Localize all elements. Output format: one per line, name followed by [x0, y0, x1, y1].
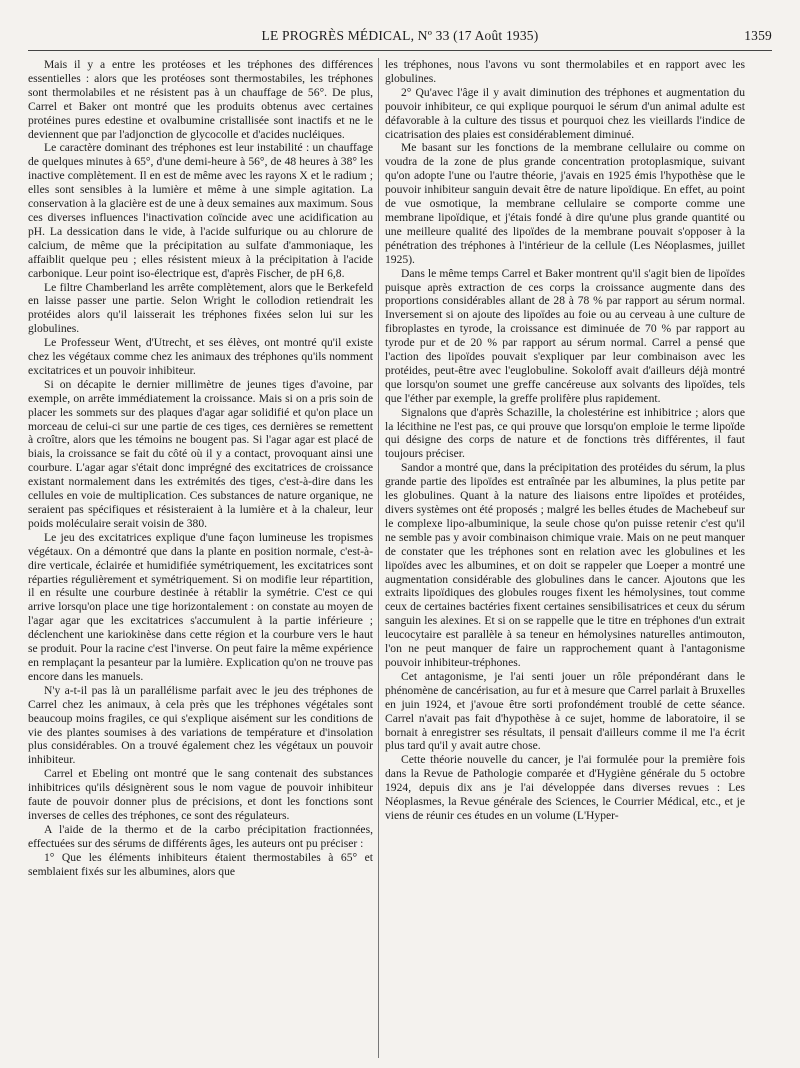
journal-title: LE PROGRÈS MÉDICAL, Nº 33 (17 Août 1935)	[261, 28, 539, 43]
paragraph: N'y a-t-il pas là un parallélisme parfait avec le jeu des tréphones de Carrel chez les animaux, à cela près que les tréphones végétales sont beaucoup moins fragiles, ce qui s'explique aisément sur les conditions de vie des plantes soumises à des variations de température et d'insolation plus considérables. On a trouvé également chez les végétaux un pouvoir inhibiteur.	[28, 683, 373, 767]
header-rule	[28, 50, 772, 51]
page-number: 1359	[744, 28, 772, 43]
paragraph: Carrel et Ebeling ont montré que le sang contenait des substances inhibitrices qu'ils désignèrent sous le nom vague de pouvoir inhibiteur faute de pouvoir donner plus de précisions, et dont les fonctions sont inverses de celles des tréphones, ce sont des régulateurs.	[28, 767, 373, 822]
paragraph: 1° Que les éléments inhibiteurs étaient thermostabiles à 65° et semblaient fixés sur les albumines, alors que	[28, 850, 373, 878]
paragraph: Cette théorie nouvelle du cancer, je l'ai formulée pour la première fois dans la Revue de Pathologie comparée et d'Hygiène générale du 5 octobre 1924, depuis dix ans je l'ai développée dans diverses revues : Les Néoplasmes, la Revue générale des Sciences, le Courrier Médical, etc., et je viens de réunir ces études en un volume (L'Hyper-	[385, 753, 745, 822]
paragraph: Le Professeur Went, d'Utrecht, et ses élèves, ont montré qu'il existe chez les végétaux comme chez les animaux des tréphones qu'ils nomment excitatrices et un pouvoir inhibiteur.	[28, 336, 373, 377]
paragraph: Le caractère dominant des tréphones est leur instabilité : un chauffage de quelques minutes à 65°, d'une demi-heure à 56°, de 48 heures à 38° les inactive complètement. Il en est de même avec les rayons X et le radium ; elles sont sensibles à la lumière et même à une simple agitation. La conservation à la glacière est de une à deux semaines aux maximum. Sous ces diverses influences l'inactivation coïncide avec une acidification au pH. La dessication dans le vide, à l'acide sulfurique ou au chlorure de calcium, de même que la précipitation au sulfate d'ammoniaque, les affaiblit quelque peu ; elles résistent mieux à la précipitation à l'acide carbonique. Leur point iso-électrique est, d'après Fischer, de pH 6,8.	[28, 141, 373, 280]
paragraph: Mais il y a entre les protéoses et les tréphones des différences essentielles : alors que les protéoses sont thermostabiles, les tréphones sont thermolabiles et ne résistent pas à un chauffage de 56°. De plus, Carrel et Baker ont montré que les produits obtenus avec certaines protéines pures edestine et ovalbumine cristallisée sont inactifs et ne le deviennent que par l'adjonction de glycocolle et d'acides nucléiques.	[28, 58, 373, 141]
paragraph: Le jeu des excitatrices explique d'une façon lumineuse les tropismes végétaux. On a démontré que dans la plante en position normale, c'est-à-dire verticale, éclairée et humidifiée symétriquement, les excitatrices sont réparties régulièrement et symétriquement. Si on modifie leur répartition, il en résulte une courbure destinée à rétablir la symétrie. C'est ce qui arrive lorsqu'on place une tige horizontalement : on constate au moyen de l'agar agar que les excitatrices s'accumulent à la partie inférieure ; déclenchent une kariokinèse dans cette région et la courbure vers le haut se produit. Pour la racine c'est l'inverse. On peut faire la même expérience en remplaçant la pesanteur par la lumière. Explication qu'on ne trouve pas encore dans les manuels.	[28, 530, 373, 683]
paragraph: 2° Qu'avec l'âge il y avait diminution des tréphones et augmentation du pouvoir inhibiteur, ce qui explique pourquoi le sérum d'un animal adulte est défavorable à la culture des tissus et pourquoi chez les vieillards l'indice de cicatrisation des plaies est considérablement diminué.	[385, 85, 745, 141]
paragraph: Si on décapite le dernier millimètre de jeunes tiges d'avoine, par exemple, on arrête immédiatement la croissance. Mais si on a pris soin de placer les sommets sur des plaques d'agar agar solidifié et qu'on place un morceau de celui-ci sur une partie de ces tiges, ces dernières se remettent à croître, alors que les témoins ne bougent pas. Si l'agar agar est placé de biais, la croissance se fait du côté où il y a contact, provoquant ainsi une courbure. L'agar agar s'était donc imprégné des excitatrices de croissance existant normalement dans les extrémités des tiges, c'est-à-dire dans les cellules en voie de multiplication. Ces substances de nature organique, ne seraient pas spécifiques et résisteraient à la lumière et à la chaleur, leur poids moléculaire serait voisin de 380.	[28, 377, 373, 530]
paragraph: Me basant sur les fonctions de la membrane cellulaire ou comme on voudra de la zone de plus grande concentration protoplasmique, suivant qu'on adopte l'une ou l'autre théorie, j'avais en 1925 émis l'hypothèse que le pouvoir inhibiteur sanguin devait être de nature lipoïdique. En effet, au point de vue osmotique, la membrane cellulaire se comporte comme une membrane lipoïdique, et j'étais fondé à dire qu'une plus grande quantité ou une meilleure qualité des lipoïdes de la membrane pouvait s'opposer à la pénétration des tréphones à l'intérieur de la cellule (Les Néoplasmes, juillet 1925).	[385, 141, 745, 266]
paragraph: Sandor a montré que, dans la précipitation des protéides du sérum, la plus grande partie des lipoïdes est entraînée par les albumines, la plus petite par les globulines. Quant à la nature des liaisons entre lipoïdes et protéides, divers systèmes ont été proposés ; malgré les belles études de Machebeuf sur le complexe lipo-albuminique, la seule chose qu'on puisse retenir c'est qu'il ne semble pas y avoir combinaison chimique vraie. Mais on ne peut manquer de constater que les tréphones sont en relation avec les globulines et les lipoïdes avec les albumines, et on doit se rappeler que Loeper a montré une augmentation considérable des globulines dans le cancer. Ajoutons que les extraits lipoïdiques des globules rouges fixent les hémolysines, tout comme ceux de certaines bactéries fixent certaines sensibilisatrices et ceux du sérum sanguin les alexines. Et si on se rappelle que le titre en tréphones d'un extrait leucocytaire est parallèle à sa teneur en hémolysines naturelles antimouton, l'on ne peut manquer de faire un rapprochement quant à l'antagonisme pouvoir inhibiteur-tréphones.	[385, 461, 745, 669]
paragraph: les tréphones, nous l'avons vu sont thermolabiles et en rapport avec les globulines.	[385, 58, 745, 85]
right-column	[385, 58, 745, 1058]
column-divider	[378, 58, 379, 1058]
running-header	[28, 28, 772, 48]
paragraph: Dans le même temps Carrel et Baker montrent qu'il s'agit bien de lipoïdes puisque après extraction de ces corps la croissance augmente dans des proportions considérables allant de 28 à 78 % par rapport au sérum normal. Inversement si on ajoute des lipoïdes au foie ou au cerveau à une culture de fibroplastes en tyrode, la croissance est diminuée de 70 % par rapport au tyrode pur et de 20 % par rapport au sérum normal. Carrel a pensé que l'action des lipoïdes pouvait s'expliquer par leur combinaison avec les protéides, peut-être avec l'euglobuline. Sokoloff avait d'ailleurs déjà montré que lorsqu'on soumet une greffe cancéreuse aux solvants des lipoïdes, tels que l'éther par exemple, la greffe prolifère plus rapidement.	[385, 266, 745, 405]
left-column	[28, 58, 373, 1058]
paragraph: Signalons que d'après Schazille, la cholestérine est inhibitrice ; alors que la lécithine ne l'est pas, ce qui prouve que lorsqu'on emploie le terme lipoïde qui désigne des corps de nature et de fonctions très différentes, il faut toujours préciser.	[385, 405, 745, 461]
paragraph: Le filtre Chamberland les arrête complètement, alors que le Berkefeld en laisse passer une partie. Selon Wright le collodion retiendrait les protéides alors qu'il laisserait les tréphones fixées selon lui sur les globulines.	[28, 280, 373, 336]
paragraph: A l'aide de la thermo et de la carbo précipitation fractionnées, effectuées sur des sérums de différents âges, les auteurs ont pu préciser :	[28, 822, 373, 850]
paragraph: Cet antagonisme, je l'ai senti jouer un rôle prépondérant dans le phénomène de cancérisation, au fur et à mesure que Carrel parlait à Bruxelles en juin 1924, et j'avoue être sorti profondément troublé de cette séance. Carrel n'avait pas fait d'hypothèse à ce sujet, homme de laboratoire, il se bornait à enregistrer ses résultats, il pensait d'ailleurs comme il me l'a écrit plus tard qu'il y avait autre chose.	[385, 669, 745, 753]
